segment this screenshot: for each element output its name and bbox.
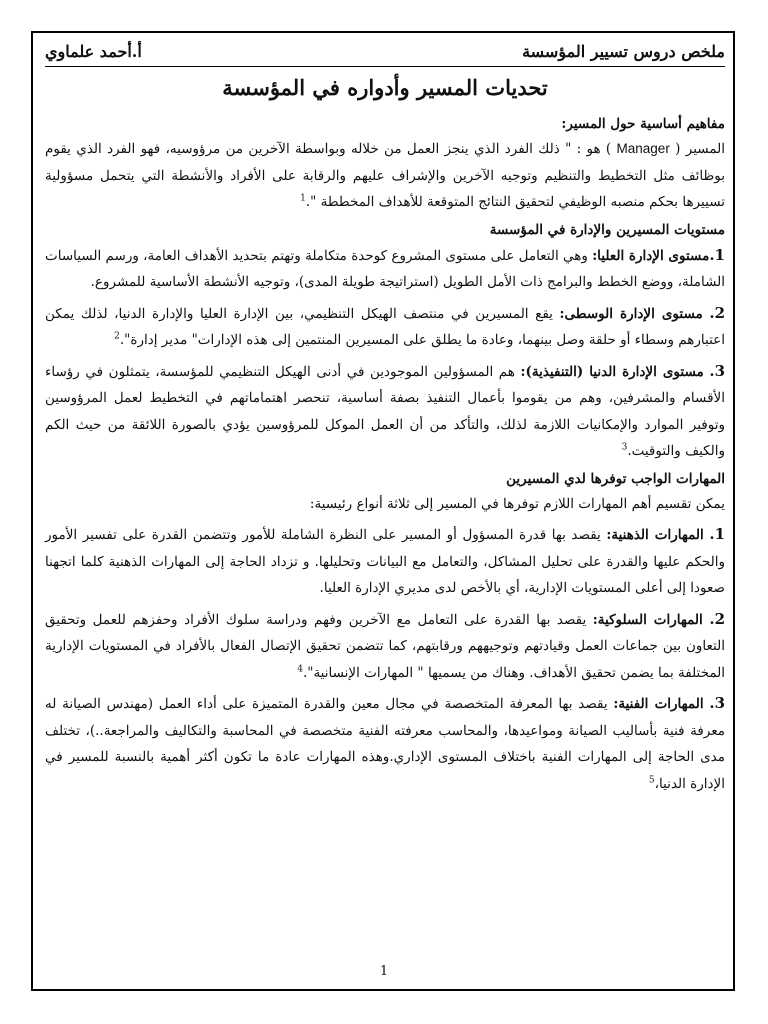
footnote-ref: 4 bbox=[297, 664, 303, 674]
footnote-ref: 1 bbox=[300, 193, 306, 204]
item-number: 3. bbox=[709, 361, 725, 380]
definition-prefix: المسير ( bbox=[675, 141, 725, 157]
author-name: أ.أحمد علماوي bbox=[45, 41, 142, 61]
course-title: ملخص دروس تسيير المؤسسة bbox=[522, 41, 725, 61]
skills-heading: المهارات الواجب توفرها لدي المسيرين bbox=[506, 470, 725, 487]
definition-body: ) هو : " ذلك الفرد الذي ينجز العمل من خلاله وبواسطة الآخرين من مرؤوسيه، فهو الفرد الذي يقوم بوظائف مثل التخطيط والتنظيم وتوجيه الآخرين والإشراف عليهم والرقابة على الأفراد والأنشطة التي يتحمل مسؤولية تسييرها بحكم منصبه الوظيفي لتحقيق النتائج المتوقعة للأهداف المخططة ". bbox=[45, 141, 725, 210]
item-text: يقصد بها القدرة على التعامل مع الآخرين وفهم ودراسة سلوك الأفراد وحفزهم للعمل وتحقيق التعاون بين جماعات العمل وقيادتهم وتوجيههم ورقابتهم، كما تتضمن تحقيق الإتصال الفعال بالأفراد في المستويات الإدارية المختلفة بما يضمن تحقيق الأهداف. وهناك من يسميها " المهارات الإنسانية". bbox=[45, 611, 725, 681]
skill-item bbox=[45, 521, 725, 602]
manager-latin-term: Manager bbox=[616, 141, 670, 156]
item-text: يقصد بها قدرة المسؤول أو المسير على النظرة الشاملة للأمور وتتضمن القدرة على تفسير الأمور والحكم عليها والقدرة على تحليل المشاكل، والتعامل مع البيانات وتحليلها. و تزداد الحاجة إلى المهارات الذهنية كلما اتجهنا صعودا إلى أعلى المستويات الإدارية، أي بالأخص لدى مديري الإدارة العليا. bbox=[45, 527, 725, 596]
item-text: يقصد بها المعرفة المتخصصة في مجال معين والقدرة المتميزة على أداء العمل (مهندس الصيانة له معرفة فنية بأساليب الصيانة ومواعيدها، والمحاسب معرفته الفنية متخصصة في المحاسبة والتكاليف والمراجعة..)، تختلف مدى الحاجة إلى المهارات الفنية باختلاف المستوى الإداري.وهذه المهارات عادة ما تكون أكثر أهمية بالنسبة للمسير في الإدارة الدنيا، bbox=[45, 696, 725, 792]
skill-item bbox=[45, 606, 725, 687]
header-rule bbox=[45, 66, 725, 67]
item-number: 3. bbox=[709, 694, 725, 712]
item-text: هم المسؤولين الموجودين في أدنى الهيكل التنظيمي للمؤسسة، يتمثلون في رؤساء الأقسام والمشرفين، وهم من يقوموا بأعمال التنفيذ بصفة أساسية، تنحصر اهتماماتهم في التخطيط لعمل المرؤوسين وتوفير الموارد والإمكانيات اللازمة لذلك، والتأكد من أن العمل الموكل للمرؤوسين يؤدي بالصورة اللائقة من حيث الكم والكيف والتوقيت. bbox=[45, 363, 725, 459]
level-item bbox=[45, 358, 725, 465]
page-number: 1 bbox=[379, 964, 389, 979]
item-term: المهارات السلوكية: bbox=[592, 611, 703, 628]
item-term: مستوى الإدارة الوسطى: bbox=[559, 305, 703, 322]
level-item bbox=[45, 242, 725, 296]
item-number: 1. bbox=[709, 245, 725, 264]
skills-intro: يمكن تقسيم أهم المهارات اللازم توفرها في المسير إلى ثلاثة أنواع رئيسية: bbox=[309, 495, 725, 512]
item-text: يقع المسيرين في منتصف الهيكل التنظيمي، بين الإدارة العليا والإدارة الدنيا، لذلك يمكن اعتبارهم وسطاء أو حلقة وصل بينهما، وعادة ما يطلق على المسيرين المنتمين إلى هذه الإدارات" مدير إدارة". bbox=[45, 305, 725, 348]
footnote-ref: 3 bbox=[621, 442, 628, 453]
document-page bbox=[45, 38, 725, 801]
item-text: وهي التعامل على مستوى المشروع كوحدة متكاملة وتهتم بتحديد الأهداف العامة، ورسم السياسات الشاملة، ووضع الخطط والبرامج ذات الأمل الطويل (استراتيجة طويلة المدى)، وتوجيه الأنشطة الأساسية للمشروع. bbox=[45, 247, 725, 290]
page-header bbox=[45, 38, 725, 64]
item-term: مستوى الإدارة العليا: bbox=[592, 247, 710, 264]
item-number: 1. bbox=[709, 525, 726, 543]
manager-definition bbox=[45, 136, 725, 216]
concepts-heading: مفاهيم أساسية حول المسير: bbox=[561, 116, 725, 132]
item-term: مستوى الإدارة الدنيا (التنفيذية): bbox=[520, 363, 704, 380]
footnote-ref: 5 bbox=[648, 775, 655, 785]
skill-item bbox=[45, 690, 725, 797]
footnote-ref: 2 bbox=[114, 331, 120, 342]
levels-heading: مستويات المسيرين والإدارة في المؤسسة bbox=[489, 221, 725, 238]
level-item bbox=[45, 300, 725, 354]
item-number: 2. bbox=[709, 609, 725, 628]
document-title: تحديات المسير وأدواره في المؤسسة bbox=[222, 75, 548, 100]
item-term: المهارات الذهنية: bbox=[606, 527, 704, 543]
item-term: المهارات الفنية: bbox=[613, 696, 704, 712]
item-number: 2. bbox=[709, 303, 726, 322]
